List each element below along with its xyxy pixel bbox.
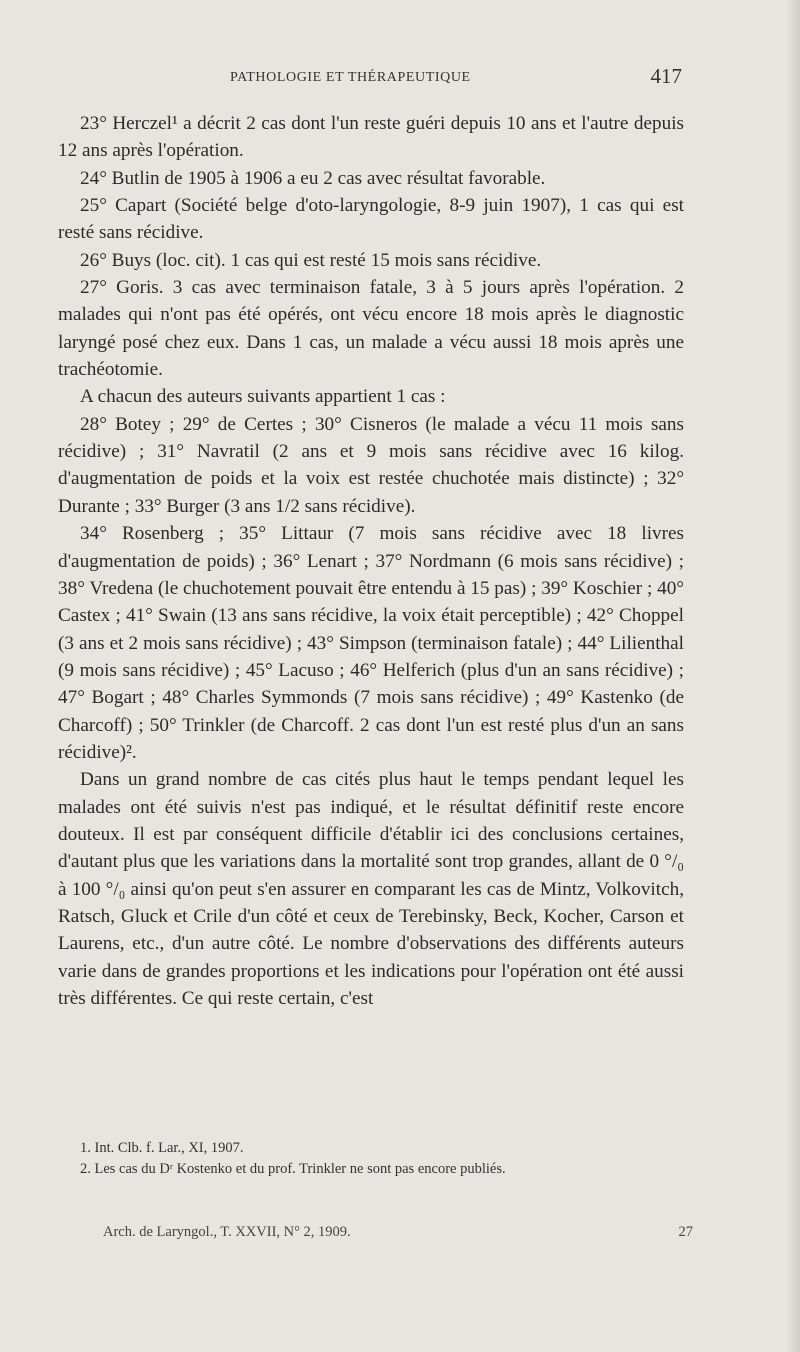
paragraph: 24° Butlin de 1905 à 1906 a eu 2 cas avec résultat favorable. <box>80 167 546 189</box>
signature-line <box>103 1224 693 1241</box>
paragraph: A chacun des auteurs suivants appartient 1 cas : <box>80 386 446 408</box>
paragraph: 25° Capart (Société belge d'oto-laryngologie, 8-9 juin 1907), 1 cas qui est resté sans récidive. <box>58 195 684 244</box>
paragraph: 27° Goris. 3 cas avec terminaison fatale, 3 à 5 jours après l'opération. 2 malades qui n'ont pas été opérés, ont vécu encore 18 mois après le diagnostic laryngé posé chez eux. Dans 1 cas, un malade a vécu aussi 18 mois après une trachéotomie. <box>58 277 684 381</box>
footnotes <box>58 1138 684 1180</box>
paragraph: 34° Rosenberg ; 35° Littaur (7 mois sans récidive avec 18 livres d'augmentation de poids) ; 36° Lenart ; 37° Nordmann (6 mois sans récidive) ; 38° Vredena (le chuchotement pouvait être entendu à 15 pas) ; 39° Koschier ; 40° Castex ; 41° Swain (13 ans sans récidive, la voix était perceptible) ; 42° Choppel (3 ans et 2 mois sans récidive) ; 43° Simpson (terminaison fatale) ; 44° Lilienthal (9 mois sans récidive) ; 45° Lacuso ; 46° Helferich (plus d'un an sans récidive) ; 47° Bogart ; 48° Charles Symmonds (7 mois sans récidive) ; 49° Kastenko (de Charcoff) ; 50° Trinkler (de Charcoff. 2 cas dont l'un est resté plus d'un an sans récidive)². <box>58 523 684 763</box>
paragraph: 23° Herczel¹ a décrit 2 cas dont l'un reste guéri depuis 10 ans et l'autre depuis 12 ans après l'opération. <box>58 113 684 162</box>
paragraph: 26° Buys (loc. cit). 1 cas qui est resté 15 mois sans récidive. <box>80 249 542 271</box>
page-header <box>60 64 682 94</box>
page-number: 417 <box>650 64 682 88</box>
paragraph: 28° Botey ; 29° de Certes ; 30° Cisneros (le malade a vécu 11 mois sans récidive) ; 31° Navratil (2 ans et 9 mois sans récidive avec 16 kilog. d'augmentation de poids et la voix est restée chuchotée mais distincte) ; 32° Durante ; 33° Burger (3 ans 1/2 sans récidive). <box>58 413 684 517</box>
journal-signature: Arch. de Laryngol., T. XXVII, N° 2, 1909. <box>103 1224 351 1240</box>
footnote: 1. Int. Clb. f. Lar., XI, 1907. <box>80 1140 244 1156</box>
footnote: 2. Les cas du Dʳ Kostenko et du prof. Trinkler ne sont pas encore publiés. <box>80 1161 506 1177</box>
page-edge-shadow <box>786 0 800 1352</box>
sheet-number: 27 <box>678 1224 693 1240</box>
running-head: PATHOLOGIE ET THÉRAPEUTIQUE <box>230 70 471 85</box>
paragraph: Dans un grand nombre de cas cités plus haut le temps pendant lequel les malades ont été suivis n'est pas indiqué, et le résultat définitif reste encore douteux. Il est par conséquent difficile d'établir ici des conclusions certaines, d'autant plus que les variations dans la mortalité sont trop grandes, allant de 0 °/₀ à 100 °/₀ ainsi qu'on peut s'en assurer en comparant les cas de Mintz, Volkovitch, Ratsch, Gluck et Crile d'un côté et ceux de Terebinsky, Beck, Kocher, Carson et Laurens, etc., d'un autre côté. Le nombre d'observations des différents auteurs varie dans de grandes proportions et les indications pour l'opération ont été aussi très différentes. Ce qui reste certain, c'est <box>58 769 684 1009</box>
body-text <box>58 110 684 1012</box>
